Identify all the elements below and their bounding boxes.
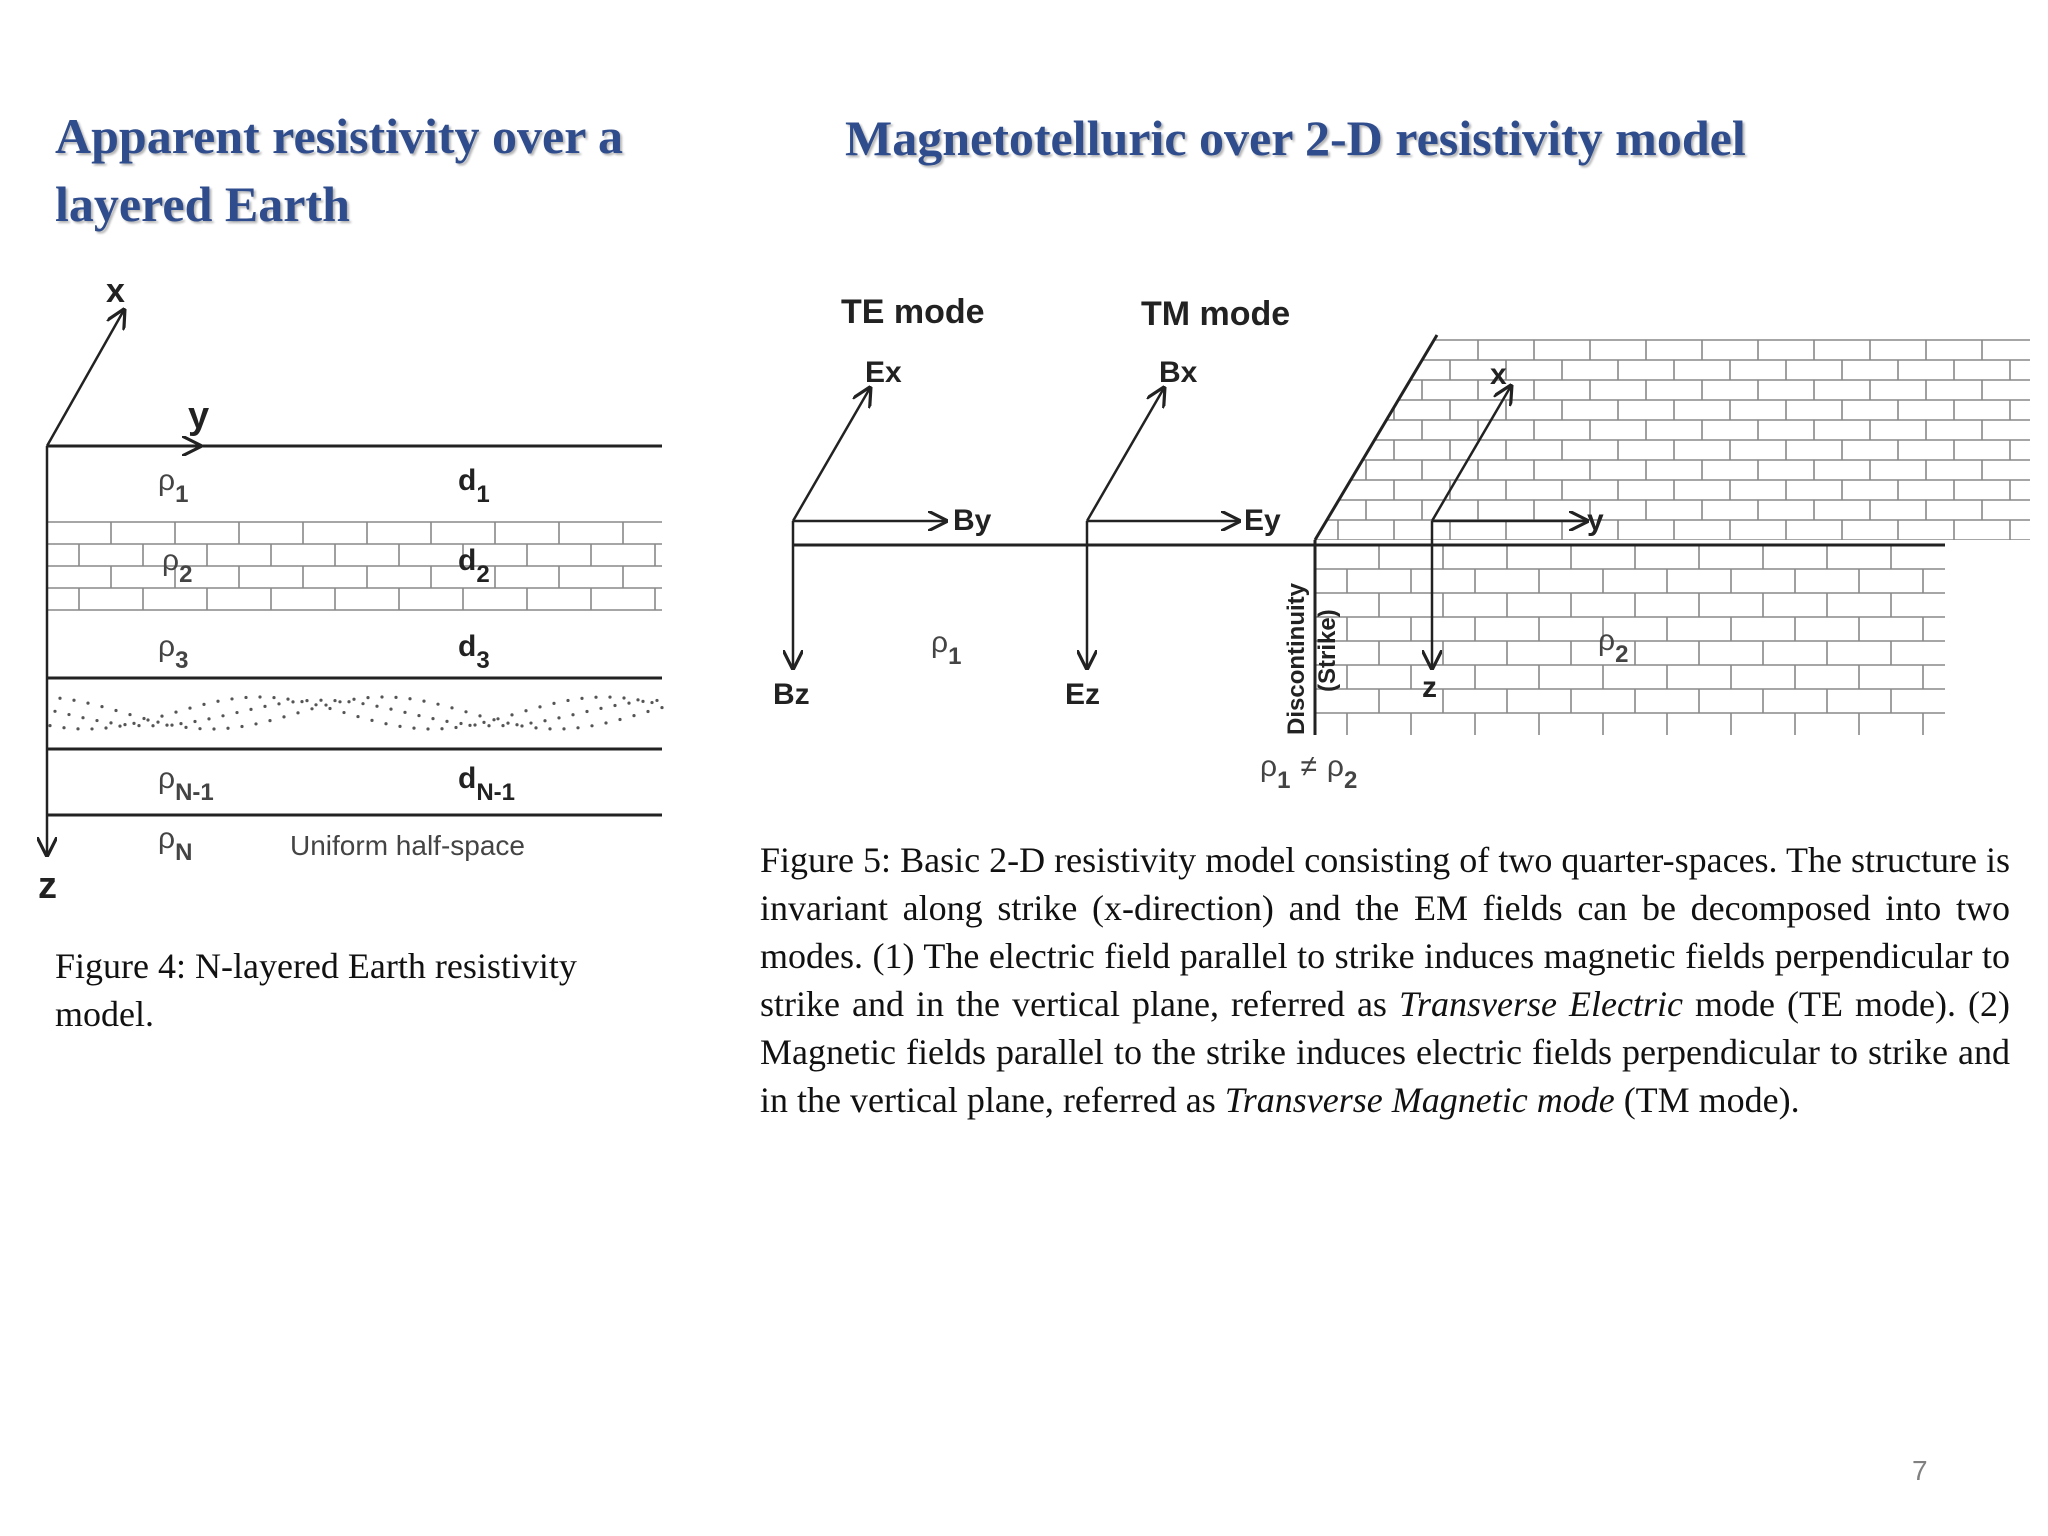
layer-n-1-rho: $\rho_{N-1}$ (158, 762, 214, 806)
strike-edge (1315, 335, 1437, 540)
ex-label: Ex (865, 356, 902, 389)
ey-label: Ey (1244, 504, 1281, 537)
te-mode-label: TE mode (841, 293, 985, 331)
page-number: 7 (1912, 1455, 1928, 1486)
brick-quarter-space-front (1315, 545, 1945, 737)
bz-label: Bz (773, 678, 810, 711)
brick-quarter-space-top (1310, 340, 2030, 540)
layer-2-thickness: $d_2$ (458, 544, 490, 588)
caption-italic-tm: Transverse Magnetic mode (1224, 1080, 1615, 1120)
rho-inequality-label: $\rho_1 \ne \rho_2$ (1260, 750, 1358, 794)
ez-label: Ez (1065, 678, 1101, 711)
local-axis-label-x: x (1490, 358, 1507, 391)
bx-label: Bx (1159, 356, 1198, 389)
by-label: By (953, 504, 992, 537)
local-axis-label-z: z (1422, 671, 1437, 704)
caption-text: mode (TE mode). (2) Magnetic fields parallel to the strike induces electric fields perpendicular to strike and in the vertical plane, referred as (760, 984, 2010, 1120)
figure-5-caption (760, 836, 2010, 1124)
halfspace-label: Uniform half-space (290, 830, 525, 861)
layer-1-rho: $\rho_1$ (158, 464, 189, 508)
rho-1-label: $\rho_1$ (931, 626, 962, 670)
title-magnetotelluric: Magnetotelluric over 2-D resistivity model (845, 110, 1746, 166)
axis-label-x: x (106, 272, 125, 310)
strike-label: (Strike) (1314, 609, 1341, 692)
axis-label-y: y (188, 395, 210, 437)
halfspace-rho: $\rho_N$ (158, 822, 193, 866)
layer-n-1-thickness: $d_{N-1}$ (458, 762, 515, 806)
figure-4-caption: Figure 4: N-layered Earth resistivity model. (55, 946, 577, 1034)
layer-1-thickness: $d_1$ (458, 464, 490, 508)
bx-arrow (1087, 388, 1164, 521)
layer-3-rho: $\rho_3$ (158, 630, 189, 674)
local-axis-label-y: y (1587, 504, 1604, 537)
rho-2-label: $\rho_2$ (1598, 624, 1629, 668)
layer-3-thickness: $d_3$ (458, 630, 490, 674)
axis-label-z: z (38, 865, 57, 907)
tm-mode-label: TM mode (1141, 295, 1291, 333)
caption-italic-te: Transverse Electric (1398, 984, 1683, 1024)
caption-text: (TM mode). (1614, 1080, 1800, 1120)
caption-text: Figure 5: Basic 2-D resistivity model consisting of two quarter-spaces. The structure is invariant along strike (x-direction) and the EM fields can be decomposed into two modes. (1) The electric field parallel to strike induces magnetic fields perpendicular to strike and in the vertical plane, referred as (760, 840, 2010, 1024)
title-apparent-resistivity: Apparent resistivity over a layered Earth (55, 108, 624, 232)
layer-2-rho: $\rho_2$ (162, 544, 193, 588)
ex-arrow (793, 388, 870, 521)
discontinuity-label: Discontinuity (1283, 582, 1310, 735)
